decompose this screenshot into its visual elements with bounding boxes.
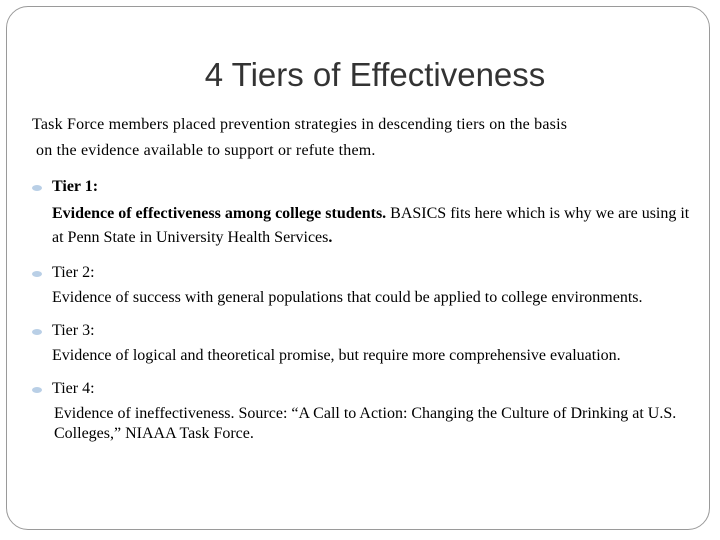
- tier-4-item: [32, 376, 692, 444]
- tier-2-description: Evidence of success with general populations that could be applied to college environments.: [52, 289, 643, 306]
- slide-body: [32, 112, 692, 454]
- tier-1-item: [32, 174, 692, 250]
- bullet-icon: [32, 329, 42, 335]
- intro-line-1: Task Force members placed prevention strategies in descending tiers on the basis: [32, 116, 568, 133]
- tier-1-description: [32, 202, 692, 250]
- bullet-icon: [32, 271, 42, 277]
- tier-1-description-rest: BASICS fits here which is why we are using it at Penn State in University Health Services: [52, 205, 690, 246]
- tier-3-description: Evidence of logical and theoretical promise, but require more comprehensive evaluation.: [52, 347, 621, 364]
- tier-3-label: Tier 3:: [52, 322, 95, 339]
- tier-2-item: [32, 260, 692, 308]
- tier-4-description: Evidence of ineffectiveness. Source: “A Call to Action: Changing the Culture of Drinking at U.S. Colleges,” NIAAA Task Force.: [54, 405, 677, 442]
- intro-line-2: on the evidence available to support or refute them.: [36, 142, 376, 159]
- tier-2-label: Tier 2:: [52, 264, 95, 281]
- tier-4-label: Tier 4:: [52, 380, 95, 397]
- tier-1-description-bold: Evidence of effectiveness among college students.: [52, 205, 387, 222]
- tier-1-description-end: .: [328, 229, 333, 246]
- tier-3-item: [32, 318, 692, 366]
- bullet-icon: [32, 185, 42, 191]
- intro-paragraph: [32, 112, 692, 164]
- slide-title: 4 Tiers of Effectiveness: [204, 56, 546, 93]
- bullet-icon: [32, 387, 42, 393]
- tier-1-label: Tier 1:: [52, 178, 99, 195]
